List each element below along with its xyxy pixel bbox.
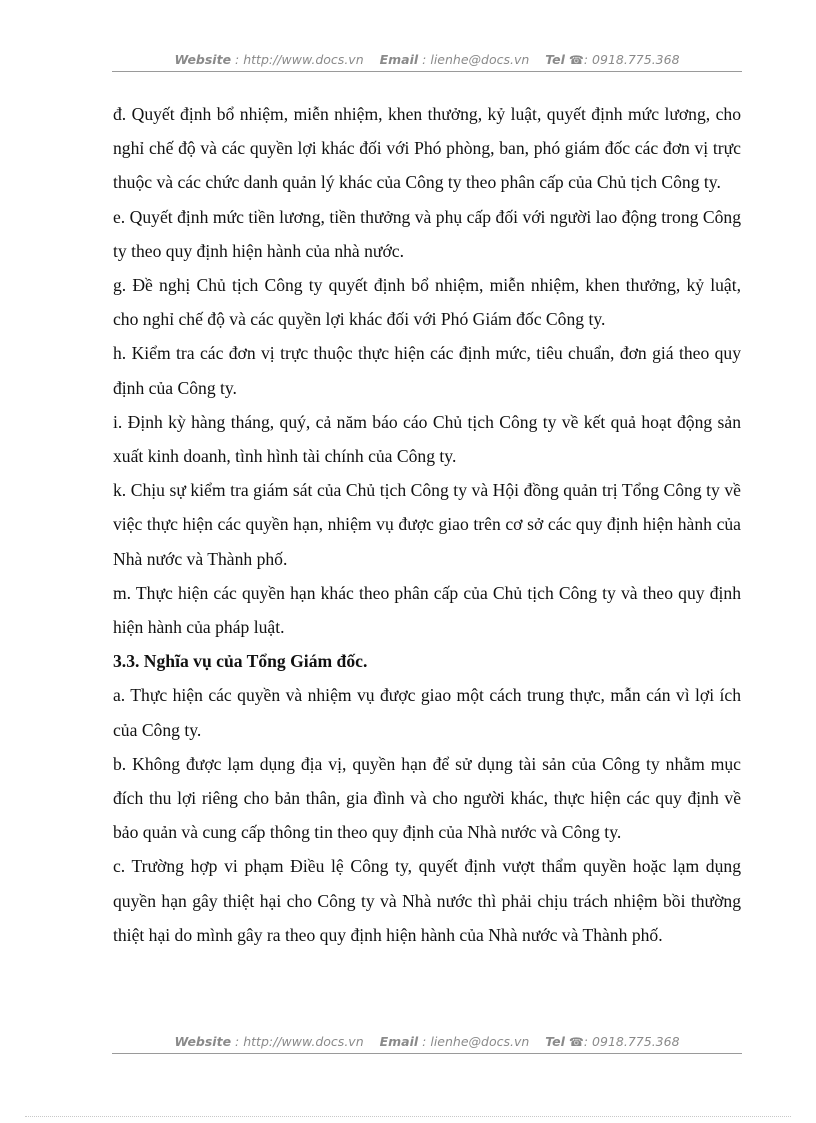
footer-website-label: Website: [174, 1034, 232, 1049]
document-body: [113, 97, 741, 952]
telephone-icon: ☎: [568, 53, 584, 67]
footer-tel-value: : 0918.775.368: [583, 1034, 680, 1049]
paragraph-g: g. Đề nghị Chủ tịch Công ty quyết định bổ nhiệm, miễn nhiệm, khen thưởng, kỷ luật, cho nghỉ chế độ và các quyền lợi khác đối với Phó Giám đốc Công ty.: [113, 275, 741, 330]
paragraph-i: i. Định kỳ hàng tháng, quý, cả năm báo cáo Chủ tịch Công ty về kết quả hoạt động sản xuất kinh doanh, tình hình tài chính của Công ty.: [113, 411, 741, 467]
header-website-label: Website: [174, 52, 232, 67]
header-tel-label: Tel: [545, 52, 565, 67]
paragraph-d: đ. Quyết định bổ nhiệm, miễn nhiệm, khen thưởng, kỷ luật, quyết định mức lương, cho nghỉ chế độ và các quyền lợi khác đối với Phó phòng, ban, phó giám đốc các đơn vị trực thuộc và các chức danh quản lý khác của Công ty theo phân cấp của Chủ tịch Công ty.: [113, 104, 741, 193]
telephone-icon: ☎: [568, 1035, 584, 1049]
header-email-label: Email: [379, 52, 419, 67]
paragraph-k: k. Chịu sự kiểm tra giám sát của Chủ tịch Công ty và Hội đồng quản trị Tổng Công ty về việc thực hiện các quyền hạn, nhiệm vụ được giao trên cơ sở các quy định hiện hành của Nhà nước và Thành phố.: [113, 480, 741, 569]
section-paragraph-c: c. Trường hợp vi phạm Điều lệ Công ty, quyết định vượt thẩm quyền hoặc lạm dụng quyền hạn gây thiệt hại cho Công ty và Nhà nước thì phải chịu trách nhiệm bồi thường thiệt hại do mình gây ra theo quy định hiện hành của Nhà nước và Thành phố.: [113, 856, 741, 945]
header-email-link[interactable]: : lienhe@docs.vn: [422, 52, 530, 67]
page-footer: [112, 1034, 742, 1054]
page-header: [112, 52, 742, 72]
paragraph-e: e. Quyết định mức tiền lương, tiền thưởng và phụ cấp đối với người lao động trong Công ty theo quy định hiện hành của nhà nước.: [113, 206, 741, 261]
page-bottom-divider: [25, 1116, 791, 1117]
footer-website-link[interactable]: : http://www.docs.vn: [235, 1034, 364, 1049]
footer-email-link[interactable]: : lienhe@docs.vn: [422, 1034, 530, 1049]
header-tel-value: : 0918.775.368: [583, 52, 680, 67]
paragraph-m: m. Thực hiện các quyền hạn khác theo phân cấp của Chủ tịch Công ty và theo quy định hiện hành của pháp luật.: [113, 582, 741, 638]
section-heading: 3.3. Nghĩa vụ của Tổng Giám đốc.: [113, 651, 368, 672]
paragraph-h: h. Kiểm tra các đơn vị trực thuộc thực hiện các định mức, tiêu chuẩn, đơn giá theo quy định của Công ty.: [113, 343, 741, 398]
section-paragraph-b: b. Không được lạm dụng địa vị, quyền hạn để sử dụng tài sản của Công ty nhằm mục đích thu lợi riêng cho bản thân, gia đình và cho người khác, thực hiện các quy định về bảo quản và cung cấp thông tin theo quy định của Nhà nước và Công ty.: [113, 753, 741, 843]
footer-tel-label: Tel: [545, 1034, 565, 1049]
footer-email-label: Email: [379, 1034, 419, 1049]
section-paragraph-a: a. Thực hiện các quyền và nhiệm vụ được giao một cách trung thực, mẫn cán vì lợi ích của Công ty.: [113, 685, 741, 740]
header-website-link[interactable]: : http://www.docs.vn: [235, 52, 364, 67]
